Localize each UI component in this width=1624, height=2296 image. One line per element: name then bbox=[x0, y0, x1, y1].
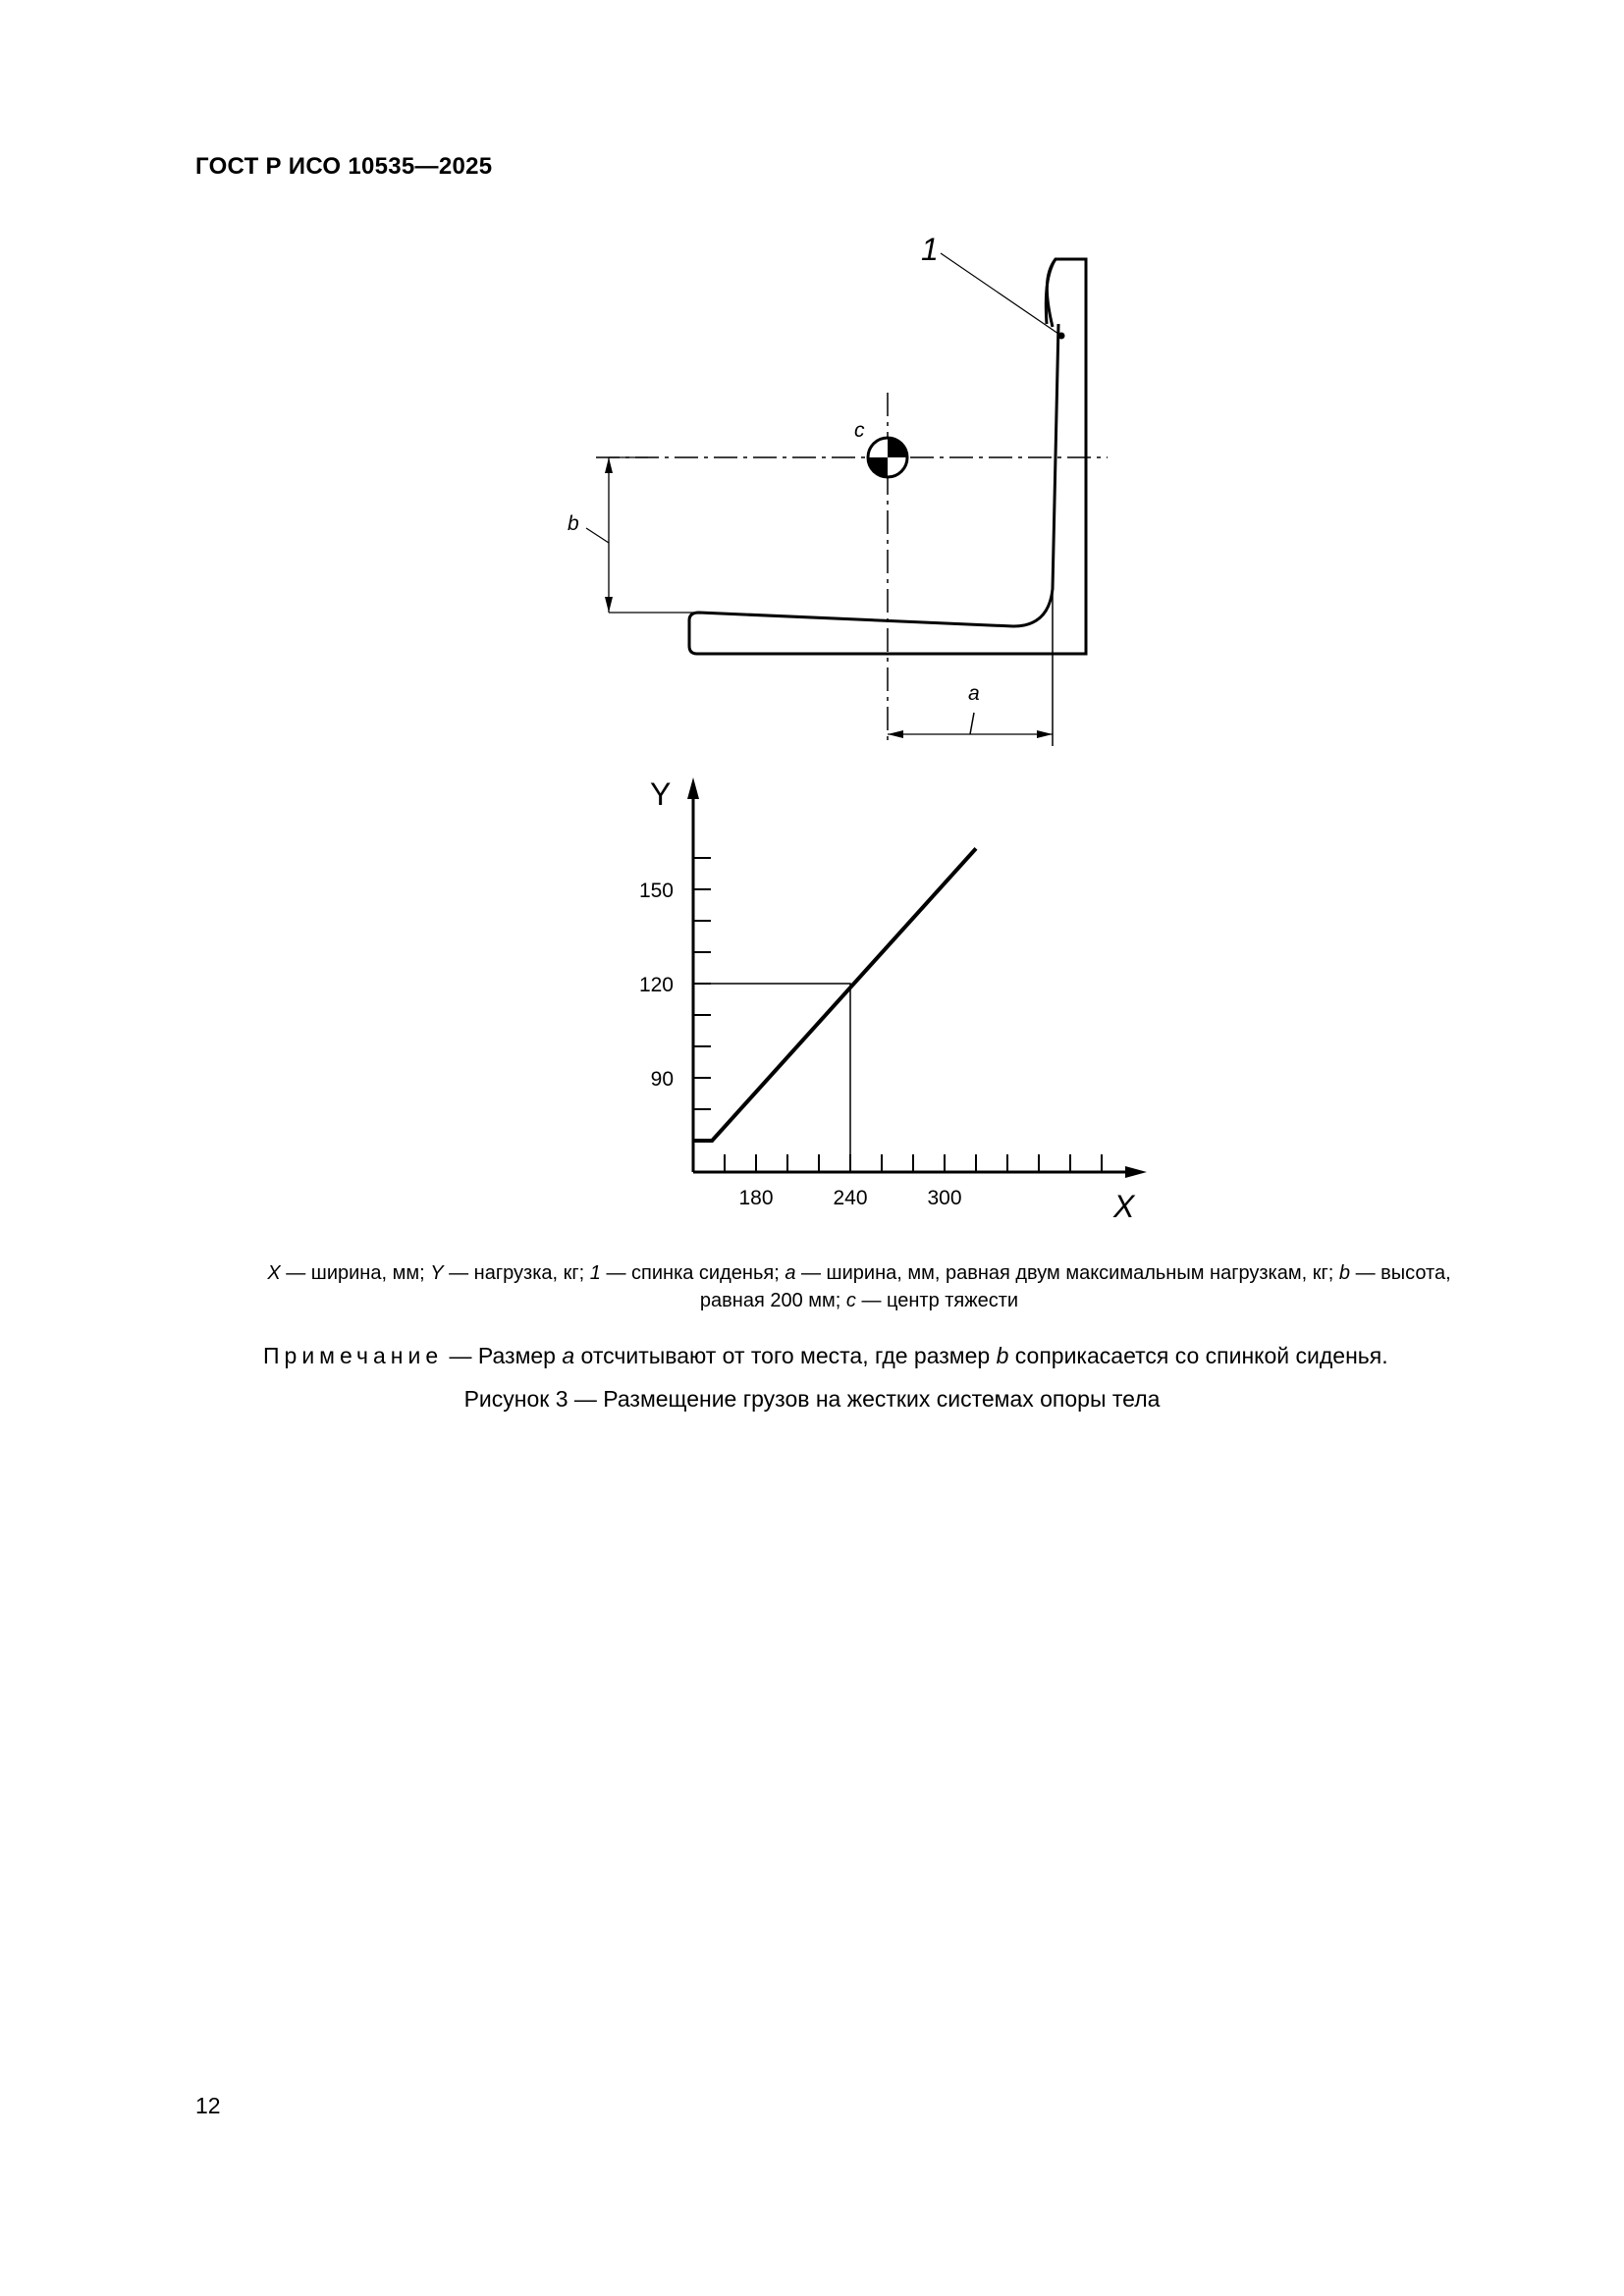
x-tick-label: 180 bbox=[738, 1187, 774, 1209]
document-header: ГОСТ Р ИСО 10535—2025 bbox=[195, 153, 493, 180]
legend-line2-text: равная 200 мм; bbox=[699, 1290, 846, 1311]
legend-x-text: — ширина, мм; bbox=[280, 1262, 431, 1284]
note-text-2: отсчитывают от того места, где размер bbox=[574, 1343, 997, 1368]
note-label: Примечание bbox=[263, 1343, 444, 1368]
y-tick-label: 120 bbox=[638, 974, 674, 996]
series-line bbox=[693, 848, 976, 1141]
note-text-1: — Размер bbox=[443, 1343, 563, 1368]
legend-1-text: — спинка сиденья; bbox=[600, 1262, 785, 1284]
legend-x-symbol: X bbox=[267, 1262, 281, 1284]
legend-y-symbol: Y bbox=[430, 1262, 444, 1284]
note-b-symbol: b bbox=[996, 1343, 1009, 1368]
figure-note bbox=[263, 1343, 1388, 1369]
legend-y-text: — нагрузка, кг; bbox=[443, 1262, 590, 1284]
legend-1-symbol: 1 bbox=[589, 1262, 601, 1284]
x-axis-label: X bbox=[1113, 1189, 1135, 1224]
legend-c-text: — центр тяжести bbox=[855, 1290, 1019, 1311]
legend-c-symbol: c bbox=[845, 1290, 856, 1311]
seat-drawing bbox=[586, 253, 1108, 746]
legend-a-symbol: a bbox=[785, 1262, 796, 1284]
legend-b-symbol: b bbox=[1338, 1262, 1351, 1284]
x-axis-arrow-icon bbox=[1125, 1166, 1147, 1178]
figure-caption: Рисунок 3 — Размещение грузов на жестких системах опоры тела bbox=[463, 1386, 1161, 1412]
label-a: a bbox=[968, 682, 980, 705]
figure-legend bbox=[187, 1259, 1532, 1314]
label-c: c bbox=[854, 419, 865, 442]
y-tick-label: 90 bbox=[650, 1068, 674, 1091]
note-text-3: соприкасается со спинкой сиденья. bbox=[1008, 1343, 1388, 1368]
x-tick-label: 300 bbox=[927, 1187, 962, 1209]
legend-a-text: — ширина, мм, равная двум максимальным нагрузкам, кг; bbox=[795, 1262, 1339, 1284]
x-tick-label: 240 bbox=[833, 1187, 868, 1209]
legend-line-1 bbox=[187, 1259, 1532, 1287]
label-1: 1 bbox=[921, 232, 939, 267]
y-tick-label: 150 bbox=[638, 880, 674, 902]
legend-line-2 bbox=[187, 1287, 1532, 1314]
page-number: 12 bbox=[195, 2093, 221, 2118]
legend-b-text: — высота, bbox=[1350, 1262, 1451, 1284]
point-marker bbox=[1058, 333, 1065, 340]
label-b: b bbox=[568, 512, 579, 535]
y-axis-label: Y bbox=[650, 776, 672, 812]
load-chart bbox=[639, 776, 1147, 1224]
y-axis-arrow-icon bbox=[687, 777, 699, 799]
note-a-symbol: a bbox=[562, 1343, 575, 1368]
center-of-gravity-icon bbox=[868, 438, 907, 477]
